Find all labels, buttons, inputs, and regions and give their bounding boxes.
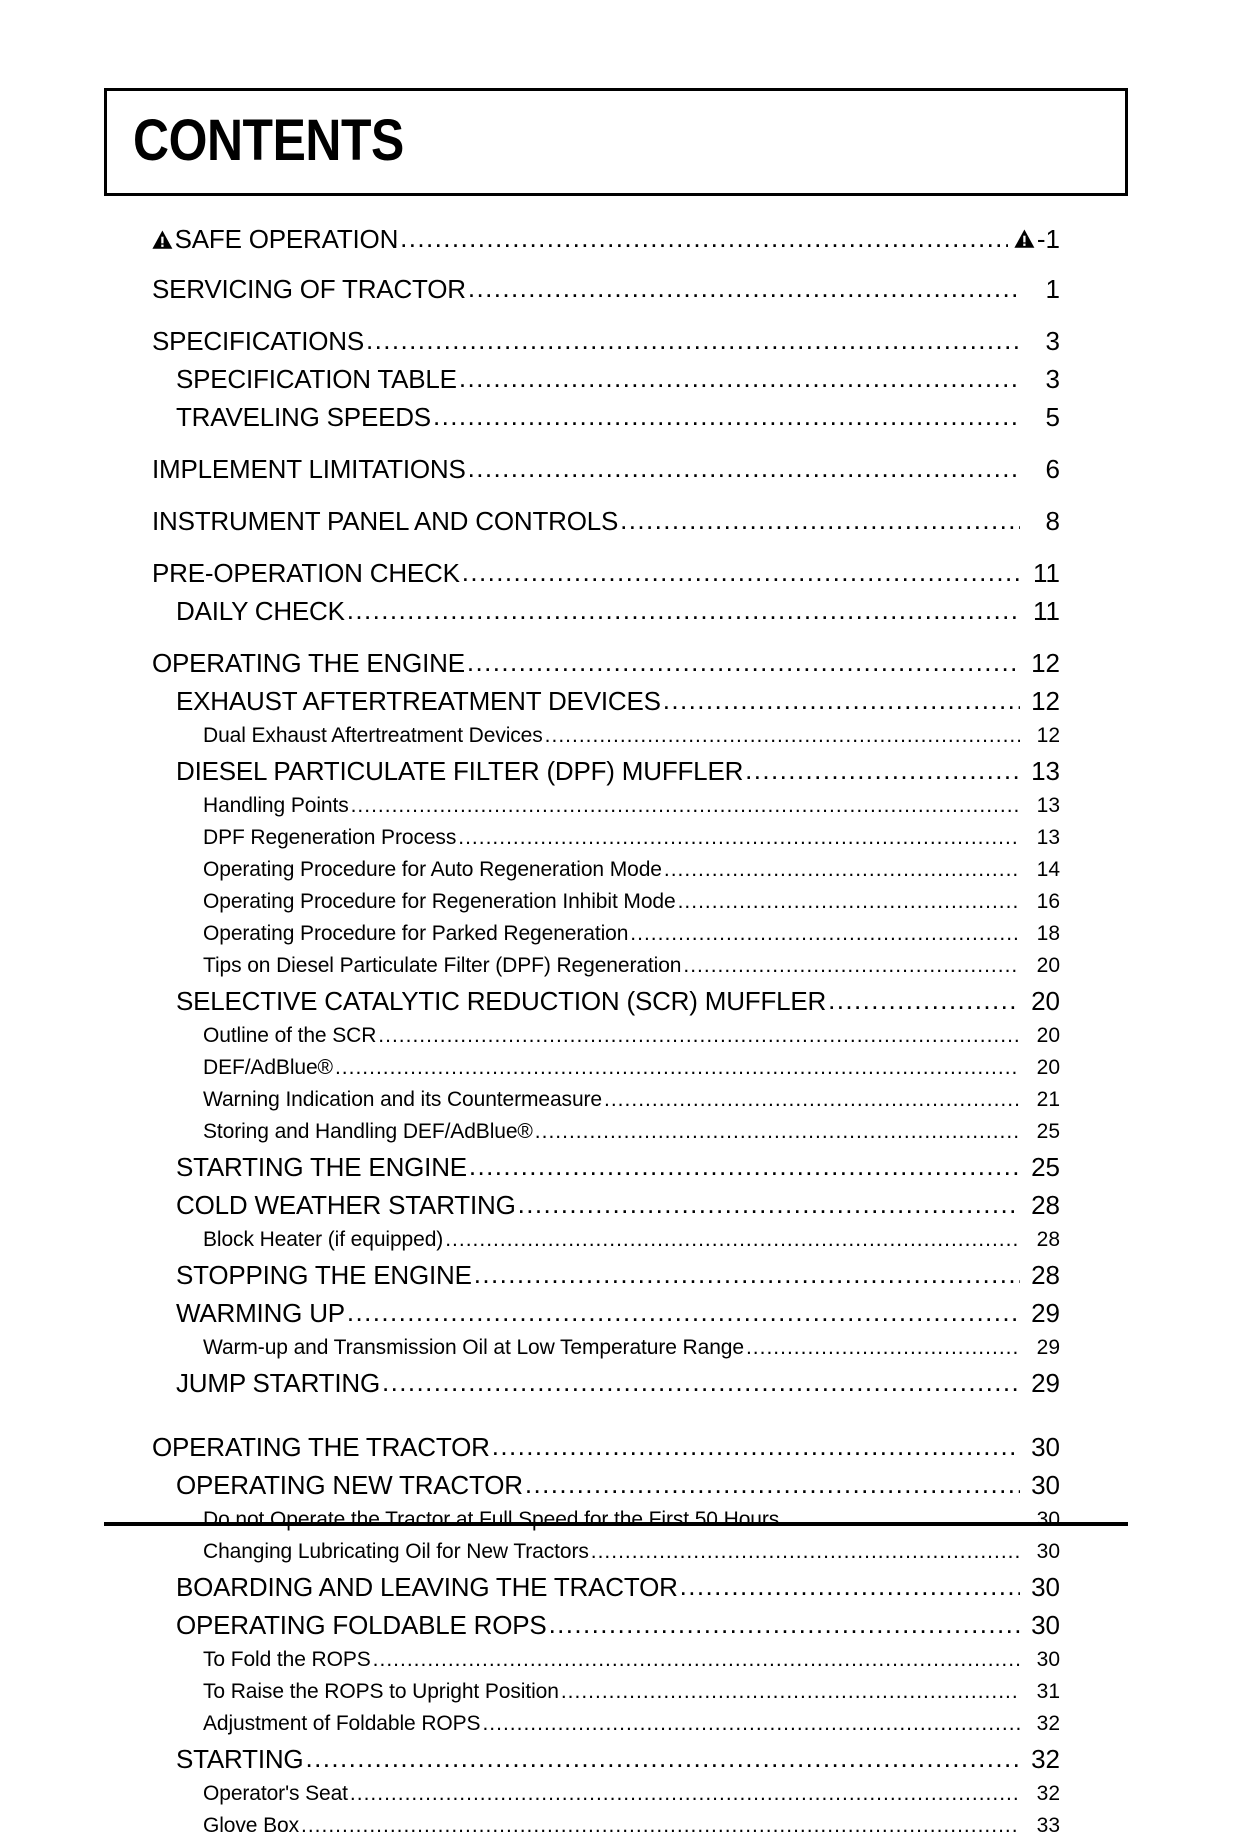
toc-entry-label: EXHAUST AFTERTREATMENT DEVICES [176,686,661,716]
toc-entry-page-number: 30 [1031,1470,1060,1500]
toc-entry[interactable] [0,1562,1236,1600]
toc-entry[interactable] [0,1046,1236,1078]
toc-entry-label: DAILY CHECK [176,596,345,626]
toc-entry-label: Dual Exhaust Aftertreatment Devices [203,724,543,747]
toc-entry-label: SPECIFICATION TABLE [176,364,457,394]
toc-dot-leader [591,1541,1020,1562]
toc-entry-label: Glove Box [203,1814,299,1837]
toc-entry-label: SPECIFICATIONS [152,326,364,356]
toc-entry[interactable] [0,1772,1236,1804]
toc-entry-page-number: 18 [1036,922,1060,945]
toc-dot-leader [664,859,1020,880]
toc-entry[interactable] [0,1142,1236,1180]
toc-entry[interactable] [0,392,1236,430]
toc-entry-page-number: 29 [1031,1298,1060,1328]
toc-entry-label: OPERATING FOLDABLE ROPS [176,1610,547,1640]
toc-entry[interactable] [0,354,1236,392]
toc-entry-label: Block Heater (if equipped) [203,1228,444,1251]
toc-entry-label: Operating Procedure for Auto Regeneration Mode [203,858,662,881]
toc-entry-label: WARMING UP [176,1298,345,1328]
toc-dot-leader [828,988,1020,1014]
toc-entry-label: Outline of the SCR [203,1024,377,1047]
toc-entry-page-number: 3 [1045,364,1060,394]
toc-entry[interactable] [0,1180,1236,1218]
toc-entry-page-number: 12 [1036,724,1060,747]
toc-dot-leader [482,1713,1020,1734]
toc-entry[interactable] [0,1422,1236,1460]
toc-entry-label: STARTING THE ENGINE [176,1152,467,1182]
toc-dot-leader [469,1154,1020,1180]
toc-entry[interactable] [0,1600,1236,1638]
toc-entry-label: INSTRUMENT PANEL AND CONTROLS [152,506,619,536]
toc-dot-leader [683,955,1020,976]
toc-entry-label: PRE-OPERATION CHECK [152,558,460,588]
toc-dot-leader [678,891,1020,912]
toc-entry-page-number: 30 [1036,1508,1060,1531]
toc-entry[interactable] [0,714,1236,746]
toc-entry[interactable] [0,848,1236,880]
toc-entry[interactable] [0,976,1236,1014]
footer-divider [104,1522,1128,1526]
toc-entry[interactable] [0,1530,1236,1562]
page-title [133,107,448,173]
toc-entry-label: Changing Lubricating Oil for New Tractors [203,1540,589,1563]
toc-entry-label: COLD WEATHER STARTING [176,1190,516,1220]
toc-entry-page-number: 16 [1036,890,1060,913]
toc-entry[interactable] [0,316,1236,354]
toc-entry-page-number: 20 [1036,1056,1060,1079]
page-title-text: CONTENTS [133,107,404,173]
toc-entry-page-number: 8 [1045,506,1060,536]
toc-entry-label: JUMP STARTING [176,1368,380,1398]
toc-entry-label: STARTING [176,1744,304,1774]
toc-entry-label: OPERATING THE ENGINE [152,648,465,678]
toc-entry-page-number: 13 [1031,756,1060,786]
toc-entry-page-text: -1 [1036,224,1060,254]
toc-entry-label: Warning Indication and its Countermeasure [203,1088,603,1111]
toc-entry[interactable] [0,1250,1236,1288]
toc-entry-page-number: 32 [1031,1744,1060,1774]
toc-entry-page-number: 30 [1036,1540,1060,1563]
toc-dot-leader [301,1815,1020,1836]
toc-entry-label: OPERATING NEW TRACTOR [176,1470,523,1500]
toc-dot-leader [745,758,1020,784]
toc-entry-page-number: 21 [1036,1088,1060,1111]
toc-entry-page-number: 20 [1036,954,1060,977]
toc-entry[interactable] [0,1014,1236,1046]
toc-entry[interactable] [0,746,1236,784]
toc-dot-leader [545,725,1020,746]
toc-entry-page-number: 33 [1036,1814,1060,1837]
toc-dot-leader [535,1121,1020,1142]
toc-entry-label: Operating Procedure for Parked Regeneration [203,922,629,945]
contents-title-box [104,88,1128,196]
toc-entry-page-number: 32 [1036,1712,1060,1735]
toc-entry-page-number: 30 [1036,1648,1060,1671]
toc-dot-leader [366,328,1020,354]
toc-dot-leader [604,1089,1020,1110]
toc-entry-label: STOPPING THE ENGINE [176,1260,472,1290]
toc-entry[interactable] [0,1460,1236,1498]
toc-dot-leader [492,1434,1020,1460]
toc-dot-leader [350,1783,1020,1804]
toc-entry-label: Storing and Handling DEF/AdBlue® [203,1120,533,1143]
toc-entry[interactable] [0,638,1236,676]
toc-entry-label: DEF/AdBlue® [203,1056,333,1079]
toc-entry-page-number: 28 [1036,1228,1060,1251]
toc-dot-leader [382,1370,1020,1396]
toc-entry-label: DPF Regeneration Process [203,826,457,849]
toc-entry[interactable] [0,1326,1236,1358]
toc-entry-page-number: 29 [1031,1368,1060,1398]
toc-dot-leader [561,1681,1020,1702]
toc-entry[interactable] [0,1638,1236,1670]
toc-entry[interactable] [0,214,1236,252]
toc-dot-leader [468,456,1020,482]
warning-triangle-icon [152,230,173,249]
toc-dot-leader [335,1057,1020,1078]
toc-entry[interactable] [0,1218,1236,1250]
toc-entry[interactable] [0,1670,1236,1702]
toc-entry-label: Handling Points [203,794,349,817]
toc-entry-label: OPERATING THE TRACTOR [152,1432,490,1462]
toc-dot-leader [630,923,1020,944]
toc-entry-label: DIESEL PARTICULATE FILTER (DPF) MUFFLER [176,756,744,786]
toc-entry[interactable] [0,1702,1236,1734]
toc-entry-label: TRAVELING SPEEDS [176,402,431,432]
toc-entry[interactable] [0,496,1236,534]
toc-entry-label [152,226,398,252]
toc-entry-page-number: 5 [1045,402,1060,432]
toc-entry-page-number: 12 [1031,686,1060,716]
toc-entry-label: Warm-up and Transmission Oil at Low Temperature Range [203,1336,744,1359]
toc-entry-page-number: 32 [1036,1782,1060,1805]
toc-dot-leader [518,1192,1020,1218]
toc-entry-page-number: 31 [1036,1680,1060,1703]
toc-entry-page-number [1010,226,1060,252]
toc-entry[interactable] [0,1358,1236,1396]
toc-dot-leader [462,560,1020,586]
toc-entry[interactable] [0,1078,1236,1110]
toc-entry-label: Do not Operate the Tractor at Full Speed for the First 50 Hours. [203,1508,785,1531]
toc-entry-page-number: 14 [1036,858,1060,881]
toc-dot-leader [433,404,1020,430]
toc-entry[interactable] [0,816,1236,848]
toc-entry[interactable] [0,784,1236,816]
toc-entry[interactable] [0,880,1236,912]
toc-entry[interactable] [0,444,1236,482]
toc-entry-page-number: 30 [1031,1432,1060,1462]
toc-dot-leader [458,827,1020,848]
toc-entry-label-text: SAFE OPERATION [174,224,399,254]
toc-entry-page-number: 3 [1045,326,1060,356]
toc-entry-page-number: 25 [1036,1120,1060,1143]
toc-dot-leader [474,1262,1020,1288]
toc-entry-label: SERVICING OF TRACTOR [152,274,466,304]
toc-entry-page-number: 25 [1031,1152,1060,1182]
toc-dot-leader [305,1746,1020,1772]
toc-dot-leader [525,1472,1020,1498]
toc-dot-leader [787,1509,1020,1530]
toc-entry-page-number: 11 [1033,558,1060,588]
toc-entry-page-number: 30 [1031,1572,1060,1602]
toc-dot-leader [445,1229,1020,1250]
toc-dot-leader [746,1337,1020,1358]
toc-entry-label: SELECTIVE CATALYTIC REDUCTION (SCR) MUFFLER [176,986,827,1016]
toc-entry-label: Tips on Diesel Particulate Filter (DPF) Regeneration [203,954,682,977]
toc-entry[interactable] [0,1804,1236,1836]
toc-entry-label: To Fold the ROPS [203,1648,371,1671]
toc-entry[interactable] [0,1734,1236,1772]
toc-entry-page-number: 13 [1036,794,1060,817]
toc-dot-leader [468,276,1020,302]
toc-entry-page-number: 28 [1031,1190,1060,1220]
toc-dot-leader [459,366,1020,392]
toc-entry-label: IMPLEMENT LIMITATIONS [152,454,466,484]
toc-entry-label: To Raise the ROPS to Upright Position [203,1680,559,1703]
toc-dot-leader [663,688,1020,714]
table-of-contents-list [0,214,1236,1836]
toc-dot-leader [400,226,1008,252]
toc-dot-leader [347,598,1020,624]
toc-entry-label: Operating Procedure for Regeneration Inhibit Mode [203,890,676,913]
toc-entry-page-number: 13 [1036,826,1060,849]
toc-entry-label: BOARDING AND LEAVING THE TRACTOR [176,1572,678,1602]
toc-entry-page-number: 11 [1033,596,1060,626]
toc-entry[interactable] [0,912,1236,944]
toc-entry-page-number: 6 [1045,454,1060,484]
toc-entry[interactable] [0,676,1236,714]
toc-entry-page-number: 28 [1031,1260,1060,1290]
toc-entry[interactable] [0,548,1236,586]
toc-dot-leader [549,1612,1020,1638]
toc-entry-page-number: 20 [1036,1024,1060,1047]
toc-entry-page-number: 30 [1031,1610,1060,1640]
toc-entry[interactable] [0,264,1236,302]
toc-entry-label: Adjustment of Foldable ROPS [203,1712,481,1735]
toc-entry[interactable] [0,586,1236,624]
toc-entry[interactable] [0,1288,1236,1326]
toc-dot-leader [373,1649,1020,1670]
toc-dot-leader [620,508,1020,534]
warning-triangle-icon [1014,229,1035,248]
toc-entry-page-number: 12 [1031,648,1060,678]
toc-entry-label: Operator's Seat [203,1782,348,1805]
toc-dot-leader [680,1574,1020,1600]
toc-dot-leader [467,650,1020,676]
toc-entry-page-number: 1 [1045,274,1060,304]
toc-entry[interactable] [0,1110,1236,1142]
toc-dot-leader [351,795,1020,816]
toc-entry-page-number: 29 [1036,1336,1060,1359]
toc-dot-leader [347,1300,1020,1326]
toc-entry[interactable] [0,944,1236,976]
toc-entry-page-number: 20 [1031,986,1060,1016]
toc-dot-leader [378,1025,1020,1046]
